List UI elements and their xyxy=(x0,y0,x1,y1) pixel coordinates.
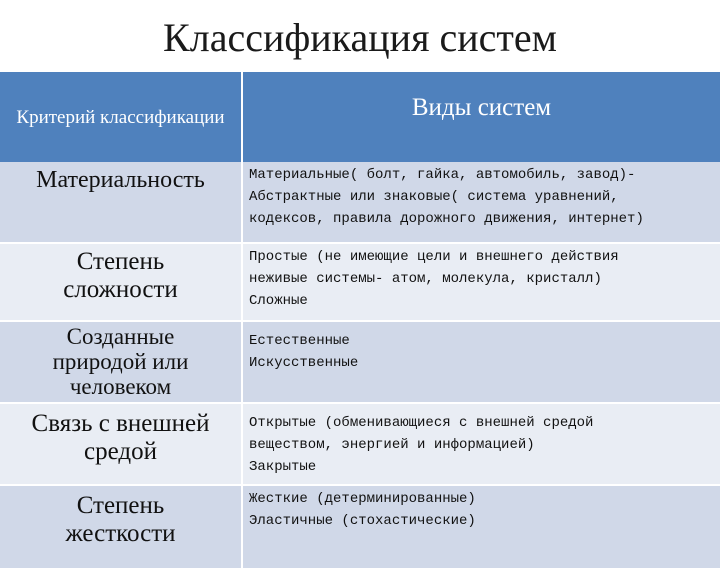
criterion-text: Созданные природой или человеком xyxy=(52,324,189,399)
criterion-text: Степень жесткости xyxy=(65,492,176,547)
kinds-cell xyxy=(242,485,720,569)
kinds-line: Абстрактные или знаковые( система уравнений, xyxy=(249,189,619,205)
table-row xyxy=(0,485,720,569)
table-row xyxy=(0,403,720,485)
criterion-text: Материальность xyxy=(36,167,205,193)
kinds-line: Сложные xyxy=(249,293,308,309)
kinds-cell xyxy=(242,321,720,403)
kinds-line: неживые системы- атом, молекула, кристалл) xyxy=(249,271,602,287)
kinds-line: Жесткие (детерминированные) xyxy=(249,491,476,507)
kinds-cell xyxy=(242,243,720,321)
criterion-cell xyxy=(0,243,242,321)
kinds-line: Естественные xyxy=(249,333,350,349)
kinds-line: Закрытые xyxy=(249,459,317,475)
table-row xyxy=(0,162,720,243)
criterion-cell xyxy=(0,485,242,569)
slide-title: Классификация систем xyxy=(163,15,557,60)
criterion-cell xyxy=(0,162,242,243)
criterion-text: Связь с внешней средой xyxy=(31,410,210,465)
header-kinds: Виды систем xyxy=(242,72,720,162)
criterion-text: Степень сложности xyxy=(63,248,178,303)
kinds-line: Простые (не имеющие цели и внешнего действия xyxy=(249,249,619,265)
kinds-line: Открытые (обменивающиеся с внешней средой xyxy=(249,415,594,431)
kinds-cell xyxy=(242,403,720,485)
table-row xyxy=(0,321,720,403)
table-row xyxy=(0,243,720,321)
kinds-line: кодексов, правила дорожного движения, интернет) xyxy=(249,211,644,227)
header-criterion: Критерий классификации xyxy=(0,72,242,162)
kinds-line: Материальные( болт, гайка, автомобиль, завод)- xyxy=(249,167,636,183)
table-header-row xyxy=(0,72,720,162)
classification-table xyxy=(0,72,720,570)
kinds-line: Эластичные (стохастические) xyxy=(249,513,476,529)
kinds-line: Искусственные xyxy=(249,355,359,371)
criterion-cell xyxy=(0,321,242,403)
kinds-cell xyxy=(242,162,720,243)
criterion-cell xyxy=(0,403,242,485)
kinds-line: веществом, энергией и информацией) xyxy=(249,437,535,453)
